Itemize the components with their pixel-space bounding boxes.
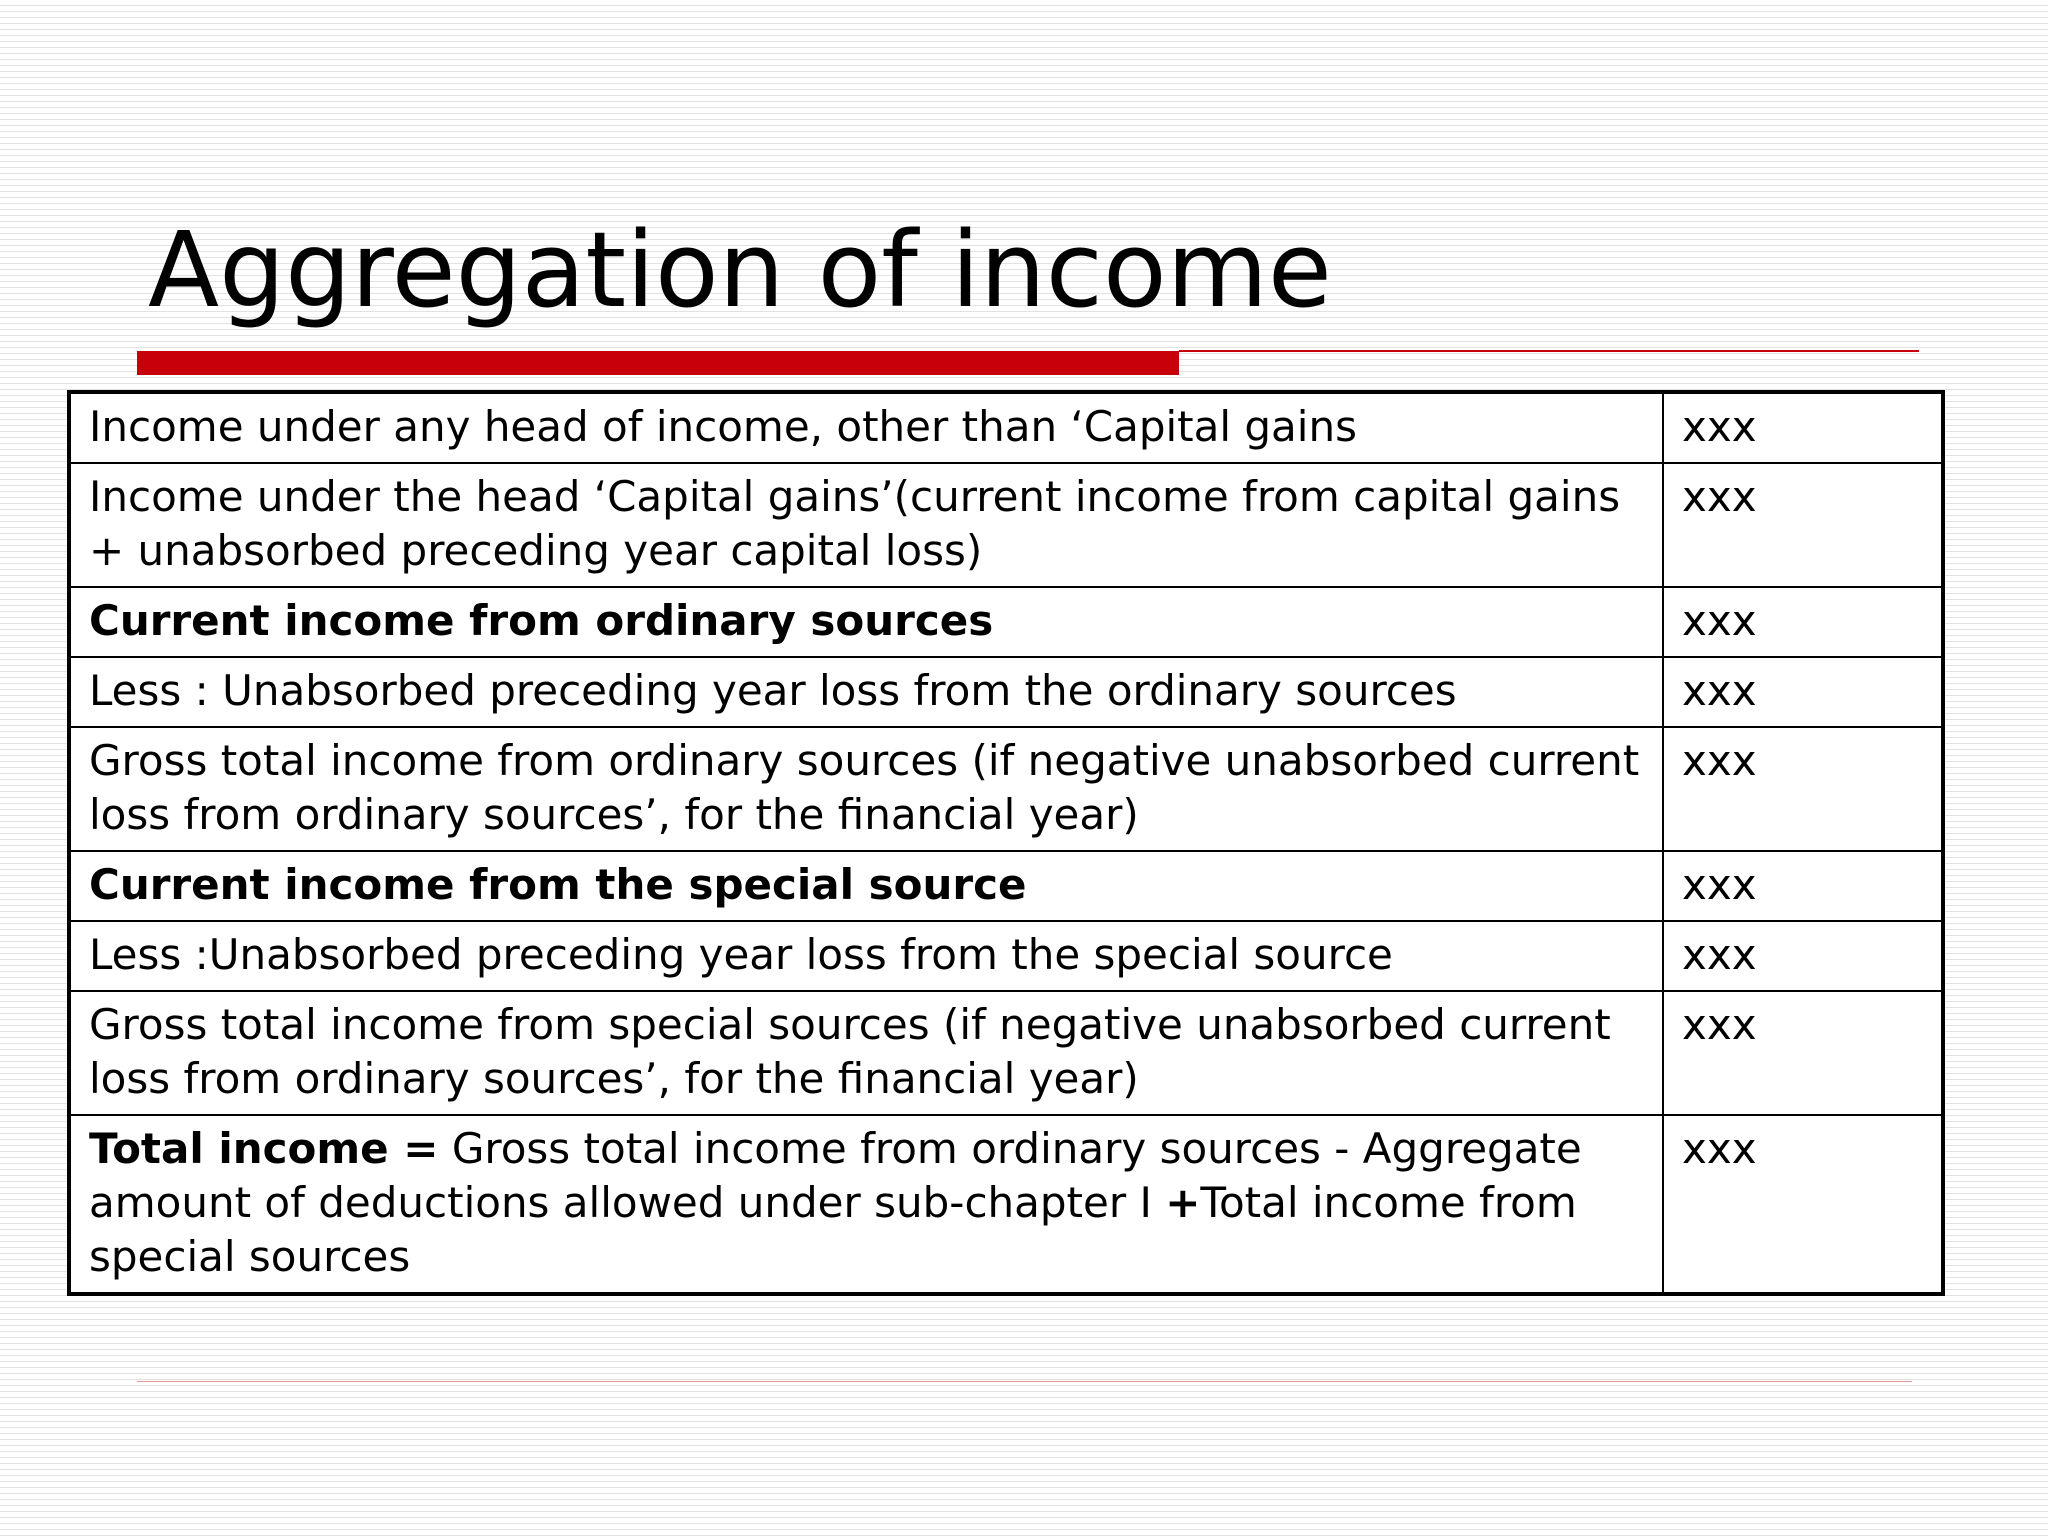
footer-divider	[137, 1381, 1912, 1382]
row-description: Income under any head of income, other than ‘Capital gains	[71, 394, 1663, 463]
row-amount: xxx	[1663, 727, 1941, 851]
table-row	[71, 657, 1941, 727]
slide-title: Aggregation of income	[148, 209, 1332, 331]
title-accent-line	[1179, 350, 1919, 352]
table-row	[71, 394, 1941, 463]
table-row	[71, 851, 1941, 921]
table-row	[71, 587, 1941, 657]
table-row	[71, 921, 1941, 991]
row-description: Less :Unabsorbed preceding year loss from the special source	[71, 921, 1663, 991]
table	[71, 394, 1941, 1292]
row-description: Current income from the special source	[71, 851, 1663, 921]
row-amount: xxx	[1663, 1115, 1941, 1292]
income-aggregation-table	[67, 390, 1945, 1296]
row-amount: xxx	[1663, 921, 1941, 991]
title-accent-bar	[137, 351, 1179, 375]
row-amount: xxx	[1663, 657, 1941, 727]
total-income-text-2: Total income from special sources	[89, 1178, 1577, 1281]
row-description: Current income from ordinary sources	[71, 587, 1663, 657]
table-row	[71, 991, 1941, 1115]
row-amount: xxx	[1663, 991, 1941, 1115]
table-row	[71, 463, 1941, 587]
row-amount: xxx	[1663, 463, 1941, 587]
row-amount: xxx	[1663, 851, 1941, 921]
table-row	[71, 1115, 1941, 1292]
plus-sign: +	[1165, 1178, 1201, 1227]
row-description: Gross total income from special sources (if negative unabsorbed current loss from ordinary sources’, for the financial year)	[71, 991, 1663, 1115]
total-income-label: Total income =	[89, 1124, 439, 1173]
row-description: Income under the head ‘Capital gains’(current income from capital gains + unabsorbed preceding year capital loss)	[71, 463, 1663, 587]
table-row	[71, 727, 1941, 851]
row-description: Less : Unabsorbed preceding year loss from the ordinary sources	[71, 657, 1663, 727]
row-description: Gross total income from ordinary sources (if negative unabsorbed current loss from ordinary sources’, for the financial year)	[71, 727, 1663, 851]
row-description	[71, 1115, 1663, 1292]
total-income-text-1: Gross total income from ordinary sources - Aggregate amount of deductions allowed under sub-chapter I	[89, 1124, 1582, 1227]
row-amount: xxx	[1663, 587, 1941, 657]
row-amount: xxx	[1663, 394, 1941, 463]
